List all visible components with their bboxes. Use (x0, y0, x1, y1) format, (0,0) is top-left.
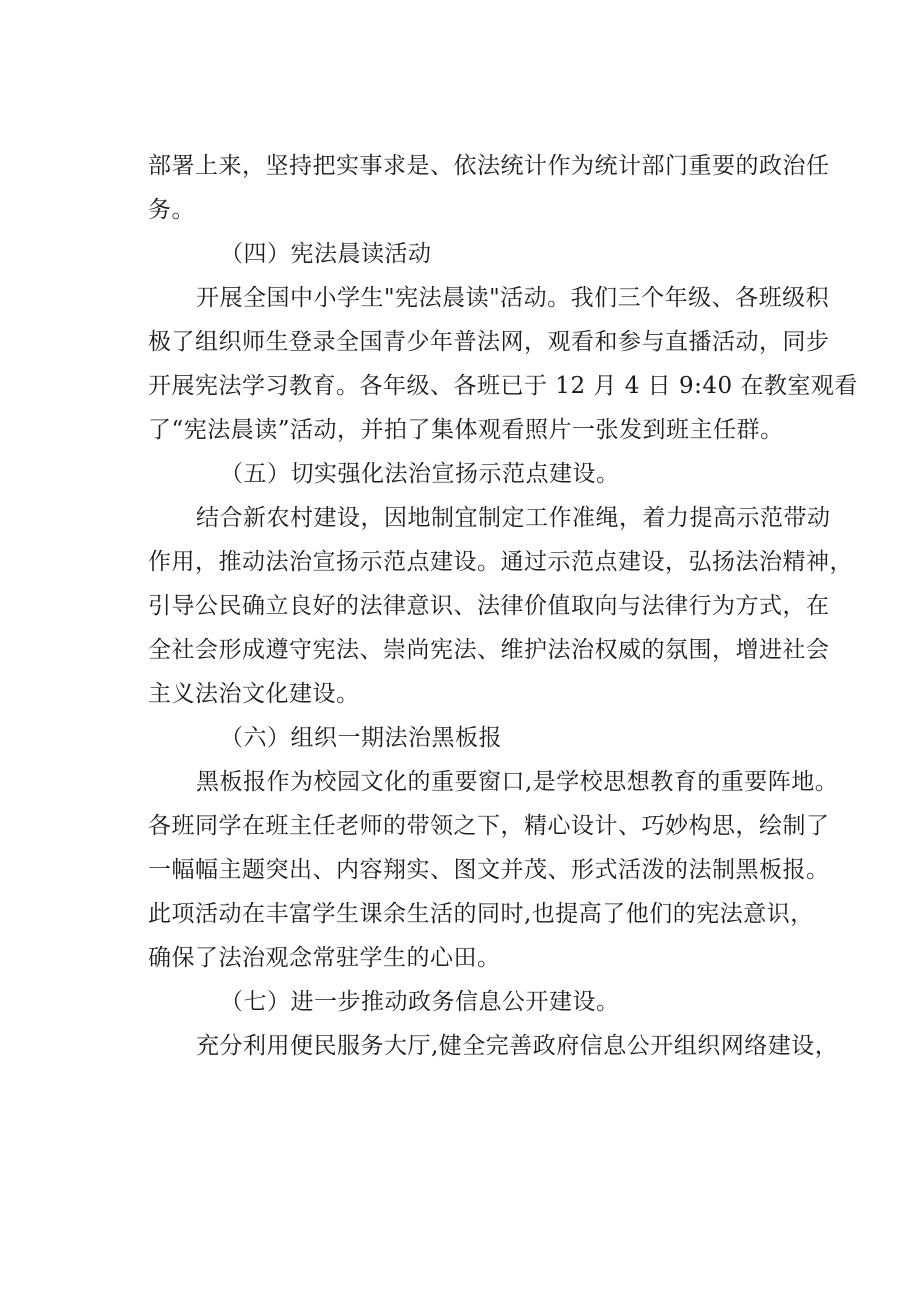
text-line: 开展全国中小学生"宪法晨读"活动。我们三个年级、各班级积 (196, 285, 830, 311)
text-line: 全社会形成遵守宪法、崇尚宪法、维护法治权威的氛围，增进社会 (148, 637, 830, 663)
text-line: 开展宪法学习教育。各年级、各班已于 12 月 4 日 9:40 在教室观看 (148, 373, 858, 399)
paragraph-constitution-reading (148, 284, 858, 445)
text-line: 各班同学在班主任老师的带领之下，精心设计、巧妙构思，绘制了 (148, 813, 830, 839)
text-line: 充分利用便民服务大厅,健全完善政府信息公开组织网络建设， (196, 1033, 839, 1059)
text-line: 作用，推动法治宣扬示范点建设。通过示范点建设，弘扬法治精神， (148, 549, 853, 575)
section-heading-5: （五）切实强化法治宣扬示范点建设。 (220, 461, 620, 487)
paragraph-government-info (148, 1032, 839, 1061)
section-heading-7: （七）进一步推动政务信息公开建设。 (220, 989, 620, 1015)
text-line: 确保了法治观念常驻学生的心田。 (148, 945, 501, 971)
text-line: 主义法治文化建设。 (148, 681, 360, 707)
paragraph-blackboard (148, 768, 839, 973)
text-line: 务。 (148, 197, 195, 223)
text-line: 一幅幅主题突出、内容翔实、图文并茂、形式活泼的法制黑板报。 (148, 857, 830, 883)
paragraph-demonstration-sites (148, 504, 853, 709)
paragraph-continuation (148, 152, 828, 225)
text-line: 引导公民确立良好的法律意识、法律价值取向与法律行为方式，在 (148, 593, 830, 619)
text-line: 了“宪法晨读”活动，并拍了集体观看照片一张发到班主任群。 (148, 417, 784, 443)
text-line: 此项活动在丰富学生课余生活的同时,也提高了他们的宪法意识， (148, 901, 814, 927)
text-line: 黑板报作为校园文化的重要窗口,是学校思想教育的重要阵地。 (196, 769, 839, 795)
text-line: 结合新农村建设，因地制宜制定工作准绳，着力提高示范带动 (196, 505, 831, 531)
text-line: 部署上来，坚持把实事求是、依法统计作为统计部门重要的政治任 (148, 153, 830, 179)
document-page (148, 152, 858, 1061)
section-heading-6: （六）组织一期法治黑板报 (220, 725, 502, 751)
text-line: 极了组织师生登录全国青少年普法网，观看和参与直播活动，同步 (148, 329, 830, 355)
section-heading-4: （四）宪法晨读活动 (220, 241, 432, 267)
